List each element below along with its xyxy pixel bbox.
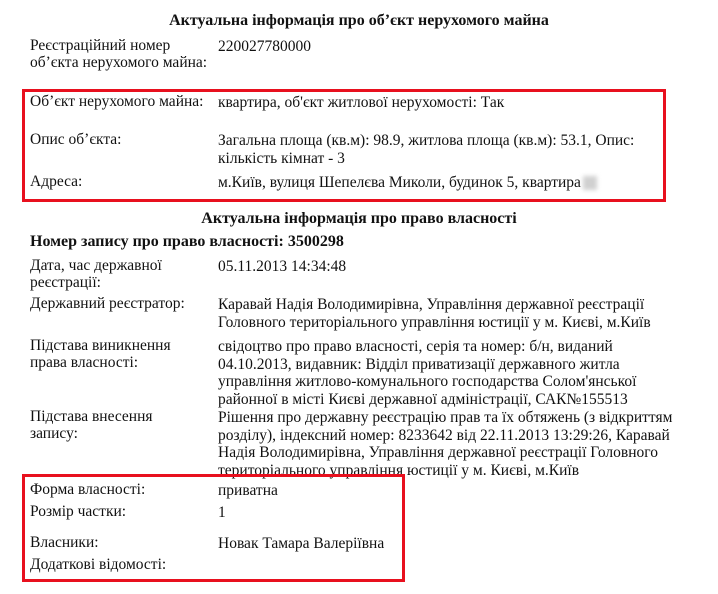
reg-number-value: 220027780000 [218, 38, 311, 55]
section-title-property: Актуальна інформація про об’єкт нерухомого майна [169, 12, 549, 29]
address-label: Адреса: [30, 173, 83, 190]
object-value: квартира, об'єкт житлової нерухомості: Так [218, 94, 505, 111]
date-label: Дата, час державної реєстрації: [30, 257, 162, 291]
owners-label: Власники: [30, 534, 99, 551]
ownership-form-value: приватна [218, 482, 278, 499]
ownership-form-label: Форма власності: [30, 481, 146, 498]
entry-basis-label: Підстава внесення запису: [30, 408, 153, 442]
section-title-ownership: Актуальна інформація про право власності [201, 210, 517, 227]
date-value: 05.11.2013 14:34:48 [218, 258, 347, 275]
additional-label: Додаткові відомості: [30, 556, 167, 573]
registrar-value: Каравай Надія Володимирівна, Управління державної реєстрації Головного територіального управління юстиції у м. Києві, м.Київ [218, 296, 651, 331]
object-label: Об’єкт нерухомого майна: [30, 93, 204, 110]
address-value [218, 174, 688, 192]
record-number: Номер запису про право власності: 3500298 [30, 233, 344, 250]
share-value: 1 [218, 504, 226, 521]
reg-number-label: Реєстраційний номер об’єкта нерухомого майна: [30, 37, 208, 71]
basis-label: Підстава виникнення права власності: [30, 337, 171, 371]
share-label: Розмір частки: [30, 503, 127, 520]
registrar-label: Державний реєстратор: [30, 295, 185, 312]
address-text: м.Київ, вулиця Шепелєва Миколи, будинок 5, квартира [218, 174, 581, 191]
entry-basis-value: Рішення про державну реєстрацію прав та їх обтяжень (з відкриттям розділу), індексний номер: 8233642 від 22.11.2013 13:29:26, Каравай Надія Володимирівна, Управління державної реєстрації Головного територіального управління юстиції у м. Києві, м.Київ [218, 409, 673, 479]
description-value: Загальна площа (кв.м): 98.9, житлова площа (кв.м): 53.1, Опис: кількість кімнат - 3 [218, 132, 635, 167]
owners-value: Новак Тамара Валеріївна [218, 535, 385, 552]
basis-value: свідоцтво про право власності, серія та номер: б/н, виданий 04.10.2013, видавник: Відділ приватизації державного житла управління житлово-комунального господарства Солом'янської районної в місті Києві державної адміністрації, САК№155513 [218, 338, 637, 408]
description-label: Опис об’єкта: [30, 131, 122, 148]
redacted-mark [583, 176, 597, 190]
